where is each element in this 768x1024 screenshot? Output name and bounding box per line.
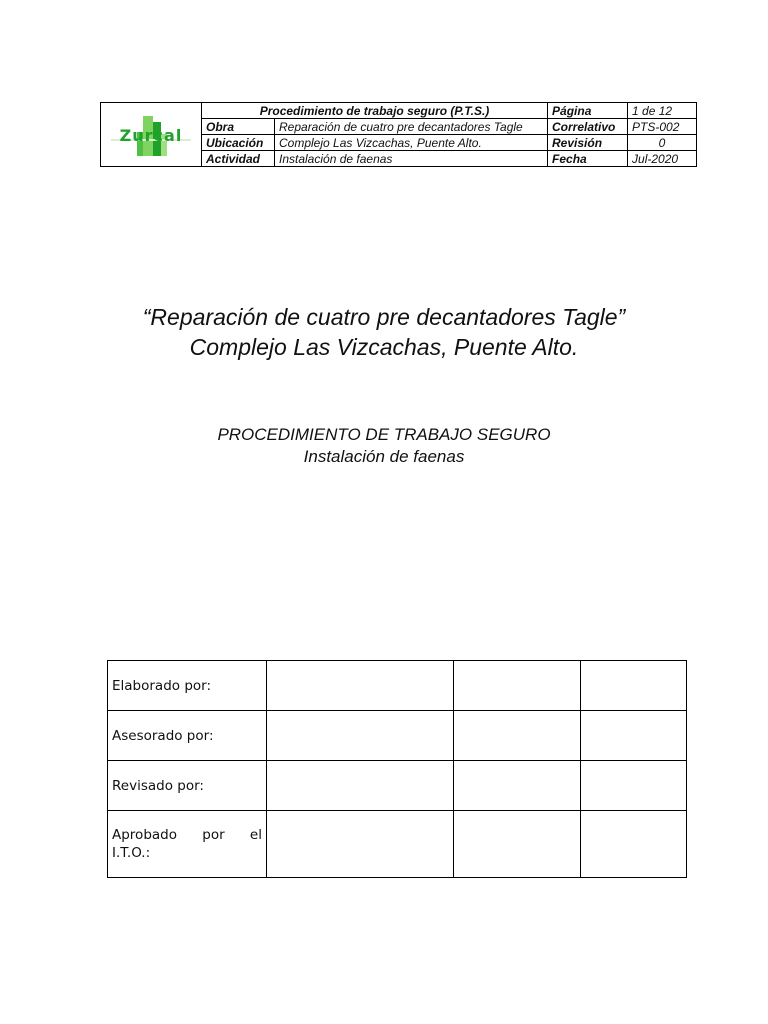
- aprobado-label: [108, 811, 267, 878]
- signature-row-aprobado: [108, 811, 687, 878]
- asesorado-signature-cell[interactable]: [454, 711, 581, 761]
- page-label: Página: [548, 103, 628, 119]
- fecha-label: Fecha: [548, 151, 628, 167]
- actividad-label: Actividad: [202, 151, 275, 167]
- elaborado-label: Elaborado por:: [108, 661, 267, 711]
- aprobado-label-line-1: [112, 826, 262, 844]
- revisado-date-cell[interactable]: [581, 761, 687, 811]
- page-value: 1 de 12: [628, 103, 697, 119]
- zurcal-logo: [105, 110, 197, 160]
- revision-value: 0: [628, 135, 697, 151]
- aprobado-word-3: el: [249, 827, 262, 843]
- revisado-label: Revisado por:: [108, 761, 267, 811]
- revisado-signature-cell[interactable]: [454, 761, 581, 811]
- asesorado-name-cell[interactable]: [267, 711, 454, 761]
- correlativo-label: Correlativo: [548, 119, 628, 135]
- signature-table: [107, 660, 687, 878]
- aprobado-word-2: por: [202, 827, 225, 843]
- document-subtitle: [0, 424, 768, 468]
- signature-row-revisado: [108, 761, 687, 811]
- obra-value: Reparación de cuatro pre decantadores Tagle: [275, 119, 548, 135]
- subtitle-line-2: Instalación de faenas: [303, 447, 465, 466]
- elaborado-signature-cell[interactable]: [454, 661, 581, 711]
- revision-label: Revisión: [548, 135, 628, 151]
- aprobado-word-1: Aprobado: [112, 827, 177, 843]
- obra-label: Obra: [202, 119, 275, 135]
- title-line-1: “Reparación de cuatro pre decantadores Tagle”: [142, 304, 626, 330]
- elaborado-name-cell[interactable]: [267, 661, 454, 711]
- company-logo-cell: [101, 103, 202, 167]
- ubicacion-value: Complejo Las Vizcachas, Puente Alto.: [275, 135, 548, 151]
- document-header-table: [100, 102, 697, 167]
- elaborado-date-cell[interactable]: [581, 661, 687, 711]
- actividad-value: Instalación de faenas: [275, 151, 548, 167]
- signature-row-asesorado: [108, 711, 687, 761]
- ubicacion-label: Ubicación: [202, 135, 275, 151]
- signature-row-elaborado: [108, 661, 687, 711]
- subtitle-line-1: PROCEDIMIENTO DE TRABAJO SEGURO: [217, 425, 551, 444]
- aprobado-label-line-2: I.T.O.:: [112, 845, 151, 861]
- title-line-2: Complejo Las Vizcachas, Puente Alto.: [189, 334, 579, 360]
- asesorado-date-cell[interactable]: [581, 711, 687, 761]
- aprobado-date-cell[interactable]: [581, 811, 687, 878]
- correlativo-value: PTS-002: [628, 119, 697, 135]
- fecha-value: Jul-2020: [628, 151, 697, 167]
- aprobado-name-cell[interactable]: [267, 811, 454, 878]
- procedure-title: Procedimiento de trabajo seguro (P.T.S.): [202, 103, 548, 119]
- logo-wordmark: Zurcal: [119, 125, 183, 145]
- revisado-name-cell[interactable]: [267, 761, 454, 811]
- aprobado-signature-cell[interactable]: [454, 811, 581, 878]
- asesorado-label: Asesorado por:: [108, 711, 267, 761]
- document-title: [0, 302, 768, 362]
